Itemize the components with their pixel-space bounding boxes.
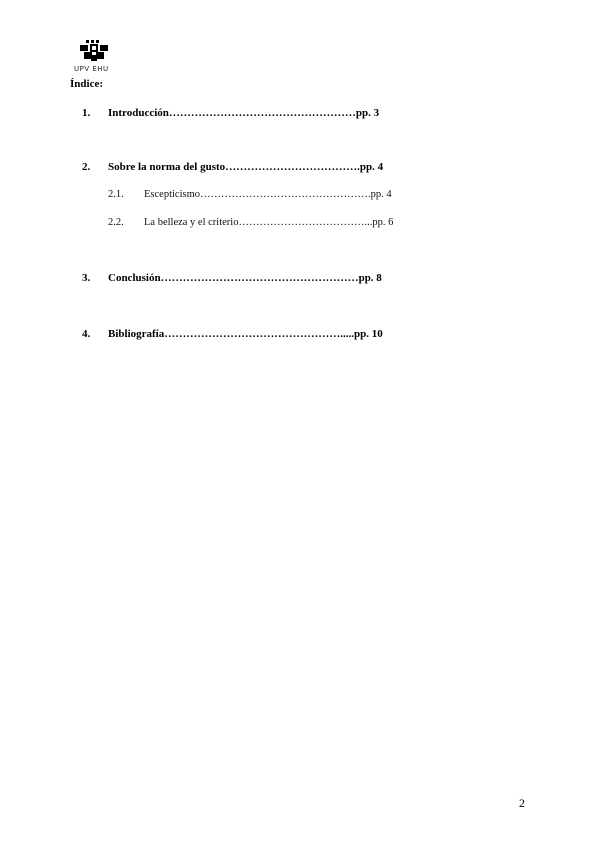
- toc-entry-number: 2.1.: [108, 189, 124, 200]
- toc-title: Índice:: [70, 78, 103, 90]
- toc-entry-number: 4.: [82, 328, 91, 340]
- toc-entry-label: Introducción……………………………………………pp. 3: [108, 107, 380, 119]
- university-emblem-icon: [74, 40, 114, 62]
- toc-entry-label: Conclusión………………………………………………pp. 8: [108, 272, 382, 284]
- toc-entry-number: 2.2.: [108, 217, 124, 228]
- university-logo: [74, 40, 124, 76]
- toc-entry-label: Sobre la norma del gusto……………………………….pp. 4: [108, 161, 384, 173]
- toc-entry-number: 3.: [82, 272, 91, 284]
- page-number: 2: [519, 796, 525, 810]
- toc-entry-label: La belleza y el criterio………………………………...pp. 6: [144, 217, 394, 228]
- toc-entry-number: 1.: [82, 107, 91, 119]
- toc-entry-label: Escepticismo………………………………………….pp. 4: [144, 189, 392, 200]
- logo-lettering: UPV EHU: [74, 65, 109, 73]
- toc-entry-label: Bibliografía………………………………………….....pp. 10: [108, 328, 383, 340]
- toc-entry-number: 2.: [82, 161, 91, 173]
